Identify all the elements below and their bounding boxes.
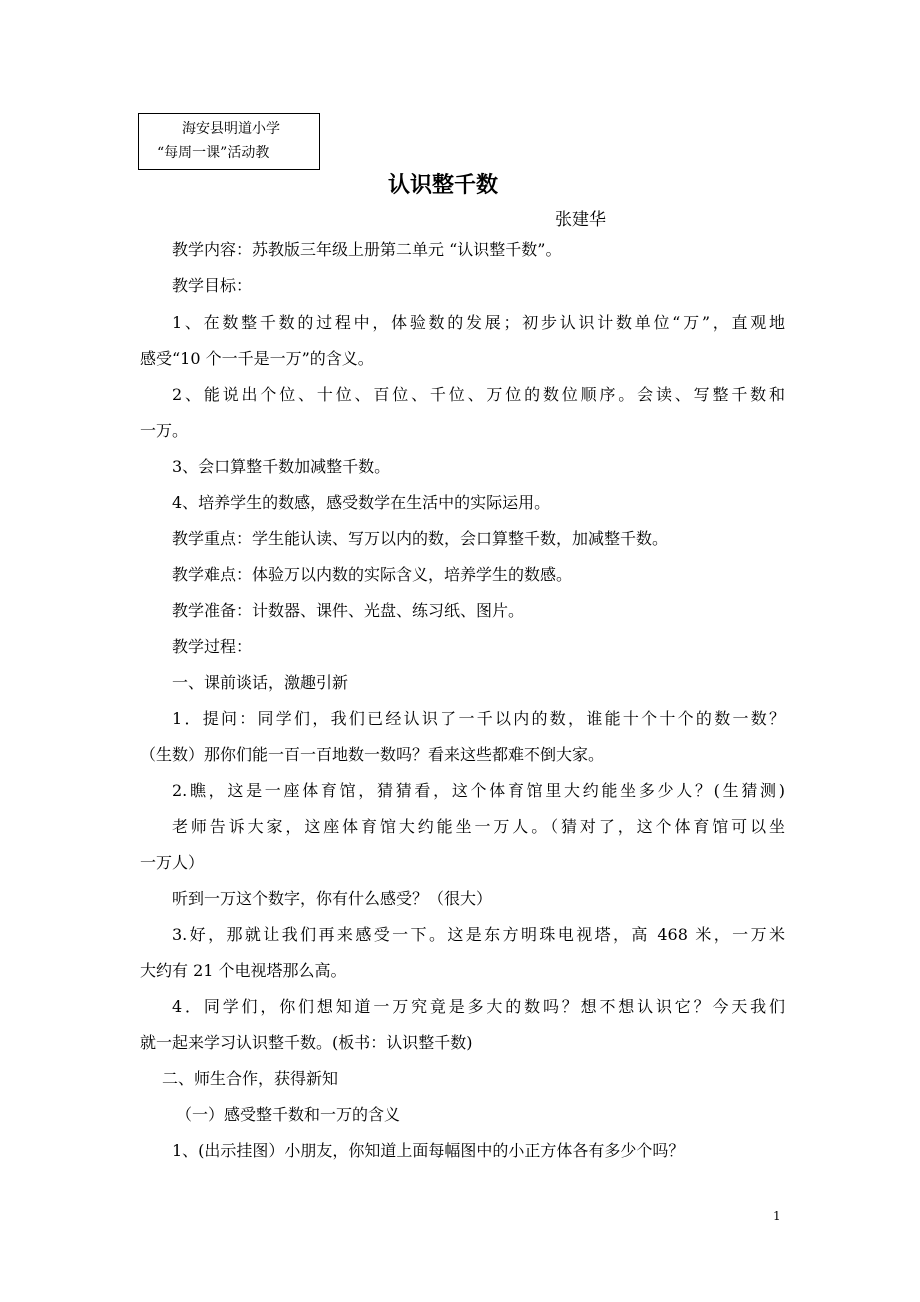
- paragraph-objective-2: 2、能说出个位、十位、百位、千位、万位的数位顺序。会读、写整千数和: [172, 385, 785, 404]
- activity-label: “每周一课”活动教: [157, 145, 270, 161]
- paragraph-objective-2-cont: 一万。: [140, 421, 189, 440]
- paragraph-activity-1: 1、(出示挂图）小朋友，你知道上面每幅图中的小正方体各有多少个吗？: [172, 1141, 685, 1160]
- paragraph-process-heading: 教学过程：: [172, 637, 253, 656]
- paragraph-step-2: 2.瞧，这是一座体育馆，猜猜看，这个体育馆里大约能坐多少人？(生猜测): [172, 781, 785, 800]
- section-heading-1: 一、课前谈话，激趣引新: [172, 673, 349, 692]
- paragraph-preparation: 教学准备：计数器、课件、光盘、练习纸、图片。: [172, 601, 525, 620]
- paragraph-step-1-cont: （生数）那你们能一百一百地数一数吗？看来这些都难不倒大家。: [140, 745, 605, 764]
- paragraph-key-points: 教学重点：学生能认读、写万以内的数，会口算整千数，加减整千数。: [172, 529, 669, 548]
- subsection-heading-1: （一）感受整千数和一万的含义: [176, 1105, 401, 1124]
- paragraph-step-3: 3.好，那就让我们再来感受一下。这是东方明珠电视塔，高 468 米，一万米: [172, 925, 785, 944]
- document-title: 认识整千数: [387, 173, 498, 198]
- paragraph-step-2-c: 听到一万这个数字，你有什么感受？（很大）: [172, 889, 493, 908]
- paragraph-objective-1-cont: 感受“10 个一千是一万”的含义。: [140, 349, 374, 368]
- paragraph-content: 教学内容：苏教版三年级上册第二单元 “认识整千数”。: [172, 240, 562, 259]
- paragraph-objective-4: 4、培养学生的数感，感受数学在生活中的实际运用。: [172, 493, 551, 512]
- paragraph-objectives-heading: 教学目标：: [172, 276, 253, 295]
- paragraph-step-1: 1．提问：同学们，我们已经认识了一千以内的数，谁能十个十个的数一数？: [172, 709, 785, 728]
- section-heading-2: 二、师生合作，获得新知: [162, 1069, 339, 1088]
- paragraph-objective-1: 1、在数整千数的过程中，体验数的发展；初步认识计数单位“万”，直观地: [172, 313, 785, 332]
- paragraph-difficulties: 教学难点：体验万以内数的实际含义，培养学生的数感。: [172, 565, 573, 584]
- header-box: [138, 113, 320, 170]
- paragraph-step-2-cont: 一万人）: [140, 853, 205, 872]
- page-number: 1: [773, 1209, 781, 1223]
- paragraph-step-4: 4．同学们，你们想知道一万究竟是多大的数吗？想不想认识它？今天我们: [172, 997, 785, 1016]
- paragraph-step-4-cont: 就一起来学习认识整千数。(板书：认识整千数): [140, 1033, 473, 1052]
- school-name: 海安县明道小学: [182, 121, 280, 137]
- paragraph-objective-3: 3、会口算整千数加减整千数。: [172, 457, 391, 476]
- author-name: 张建华: [555, 210, 606, 230]
- paragraph-step-3-cont: 大约有 21 个电视塔那么高。: [140, 961, 347, 980]
- paragraph-step-2-b: 老师告诉大家，这座体育馆大约能坐一万人。（猜对了，这个体育馆可以坐: [172, 817, 785, 836]
